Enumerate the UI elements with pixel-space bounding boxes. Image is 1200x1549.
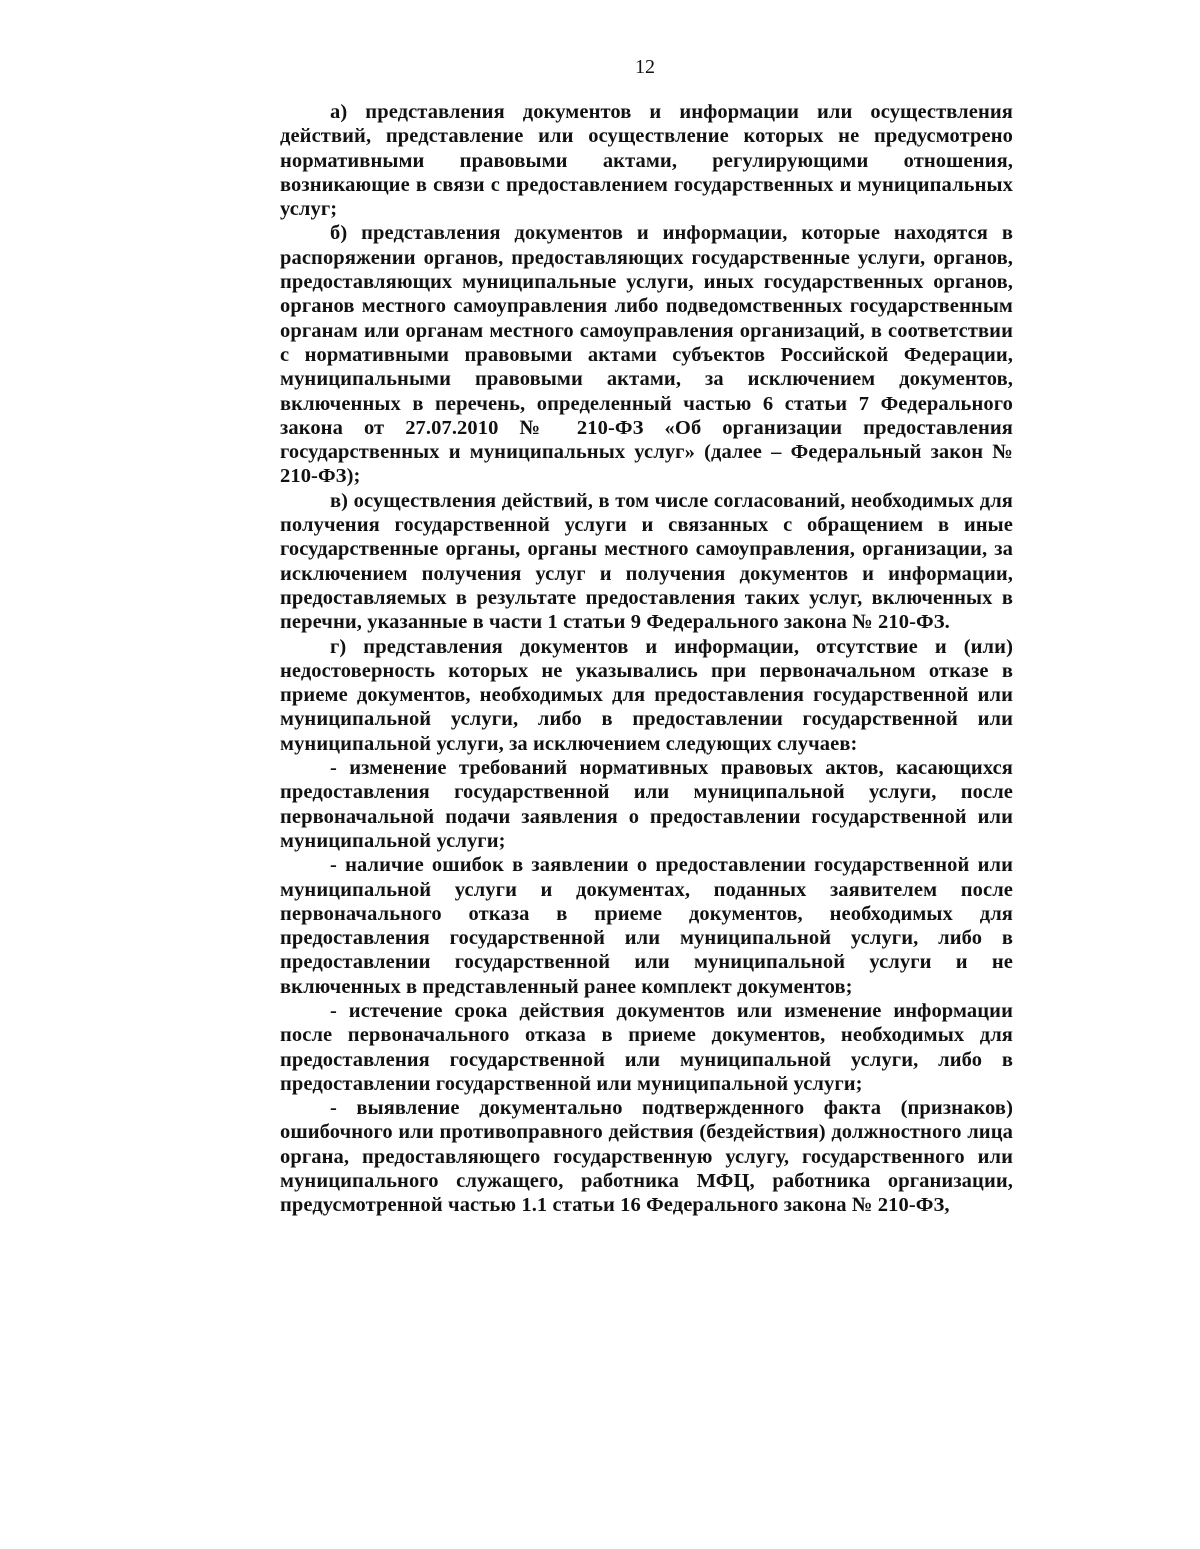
- page-number: 12: [635, 56, 655, 78]
- list-item: - истечение срока действия документов или изменение информации после первоначального отказа в приеме документов, необходимых для предоставления государственной или муниципальной услуги, либо в предоставлении государственной или муниципальной услуги;: [280, 999, 1013, 1095]
- list-item: - наличие ошибок в заявлении о предоставлении государственной или муниципальной услуги и документах, поданных заявителем после первоначального отказа в приеме документов, необходимых для предоставления государственной или муниципальной услуги, либо в предоставлении государственной или муниципальной услуги и не включенных в представленный ранее комплект документов;: [280, 854, 1013, 998]
- list-item: - выявление документально подтвержденного факта (признаков) ошибочного или противоправного действия (бездействия) должностного лица органа, предоставляющего государственную услугу, государственного или муниципального служащего, работника МФЦ, работника организации, предусмотренной частью 1.1 статьи 16 Федерального закона № 210-ФЗ,: [280, 1097, 1013, 1217]
- paragraph-g: г) представления документов и информации, отсутствие и (или) недостоверность которых не указывались при первоначальном отказе в приеме документов, необходимых для предоставления государственной или муниципальной услуги, либо в предоставлении государственной или муниципальной услуги, за исключением следующих случаев:: [280, 635, 1013, 755]
- paragraph-a: а) представления документов и информации или осуществления действий, представление или осуществление которых не предусмотрено нормативными правовыми актами, регулирующими отношения, возникающие в связи с предоставлением государственных и муниципальных услуг;: [280, 101, 1013, 221]
- document-body: [280, 100, 1013, 1218]
- list-item: - изменение требований нормативных правовых актов, касающихся предоставления государственной или муниципальной услуги, после первоначальной подачи заявления о предоставлении государственной или муниципальной услуги;: [280, 757, 1013, 852]
- paragraph-b: б) представления документов и информации, которые находятся в распоряжении органов, предоставляющих государственные услуги, органов, предоставляющих муниципальные услуги, иных государственных органов, органов местного самоуправления либо подведомственных государственным органам или органам местного самоуправления организаций, в соответствии с нормативными правовыми актами субъектов Российской Федерации, муниципальными правовыми актами, за исключением документов, включенных в перечень, определенный частью 6 статьи 7 Федерального закона от 27.07.2010 № 210-ФЗ «Об организации предоставления государственных и муниципальных услуг» (далее – Федеральный закон № 210-ФЗ);: [280, 222, 1013, 488]
- paragraph-v: в) осуществления действий, в том числе согласований, необходимых для получения государственной услуги и связанных с обращением в иные государственные органы, органы местного самоуправления, организации, за исключением получения услуг и получения документов и информации, предоставляемых в результате предоставления таких услуг, включенных в перечни, указанные в части 1 статьи 9 Федерального закона № 210-ФЗ.: [280, 489, 1013, 634]
